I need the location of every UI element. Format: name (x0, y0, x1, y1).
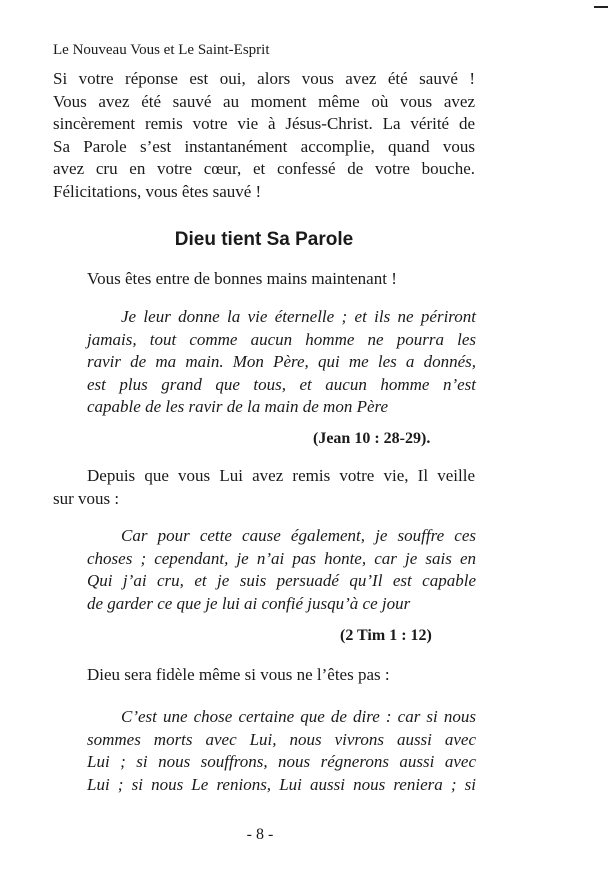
quote-line: de garder ce que je lui ai confié jusqu’à ce jour (87, 593, 411, 613)
intro-line: Vous avez été sauvé au moment même où vous avez (53, 91, 475, 111)
quote-line: choses ; cependant, je n’ai pas honte, car je sais en (87, 548, 476, 568)
quote-line: capable de les ravir de la main de mon Père (87, 397, 389, 416)
quote-line: jamais, tout comme aucun homme ne pourra les (87, 329, 476, 349)
quote-line: Car pour cette cause également, je souffre ces (121, 526, 476, 545)
running-header: Le Nouveau Vous et Le Saint-Esprit (53, 42, 270, 58)
paragraph-2 (53, 465, 475, 510)
scripture-reference-1: (Jean 10 : 28-29). (313, 430, 431, 447)
paragraph-3 (53, 664, 475, 687)
intro-line: sincèrement remis votre vie à Jésus-Christ. La vérité de (53, 114, 475, 133)
scripture-reference-2: (2 Tim 1 : 12) (340, 627, 432, 644)
scripture-quote-1 (87, 306, 476, 419)
quote-line: Qui j’ai cru, et je suis persuadé qu’Il est capable (87, 571, 476, 590)
page-corner-mark (594, 6, 608, 8)
intro-line: Félicitations, vous êtes sauvé ! (53, 181, 262, 201)
scripture-quote-2 (87, 525, 476, 615)
quote-line: ravir de ma main. Mon Père, qui me les a donnés, (87, 352, 476, 371)
quote-line: est plus grand que tous, et aucun homme n’est (87, 374, 476, 394)
section-title: Dieu tient Sa Parole (174, 229, 354, 250)
quote-line: C’est une chose certaine que de dire : car si nous (121, 707, 476, 726)
quote-line: Je leur donne la vie éternelle ; et ils ne périront (121, 307, 476, 326)
intro-line: avez cru en votre cœur, et confessé de votre bouche. (53, 159, 475, 178)
intro-paragraph (53, 68, 475, 203)
quote-line: Lui ; si nous Le renions, Lui aussi nous reniera ; si (87, 774, 476, 794)
scripture-quote-3 (87, 706, 476, 796)
paragraph-line: Dieu sera fidèle même si vous ne l’êtes pas : (87, 665, 390, 684)
paragraph-line: Depuis que vous Lui avez remis votre vie, Il veille (87, 466, 475, 485)
quote-line: sommes morts avec Lui, nous vivrons aussi avec (87, 729, 476, 749)
paragraph-line: sur vous : (53, 488, 120, 508)
quote-line: Lui ; si nous souffrons, nous régnerons aussi avec (87, 752, 476, 771)
intro-line: Si votre réponse est oui, alors vous avez été sauvé ! (53, 69, 475, 88)
paragraph-1 (53, 268, 475, 291)
page-number: - 8 - (246, 826, 274, 843)
intro-line: Sa Parole s’est instantanément accomplie, quand vous (53, 136, 475, 156)
paragraph-line: Vous êtes entre de bonnes mains maintenant ! (87, 269, 397, 288)
